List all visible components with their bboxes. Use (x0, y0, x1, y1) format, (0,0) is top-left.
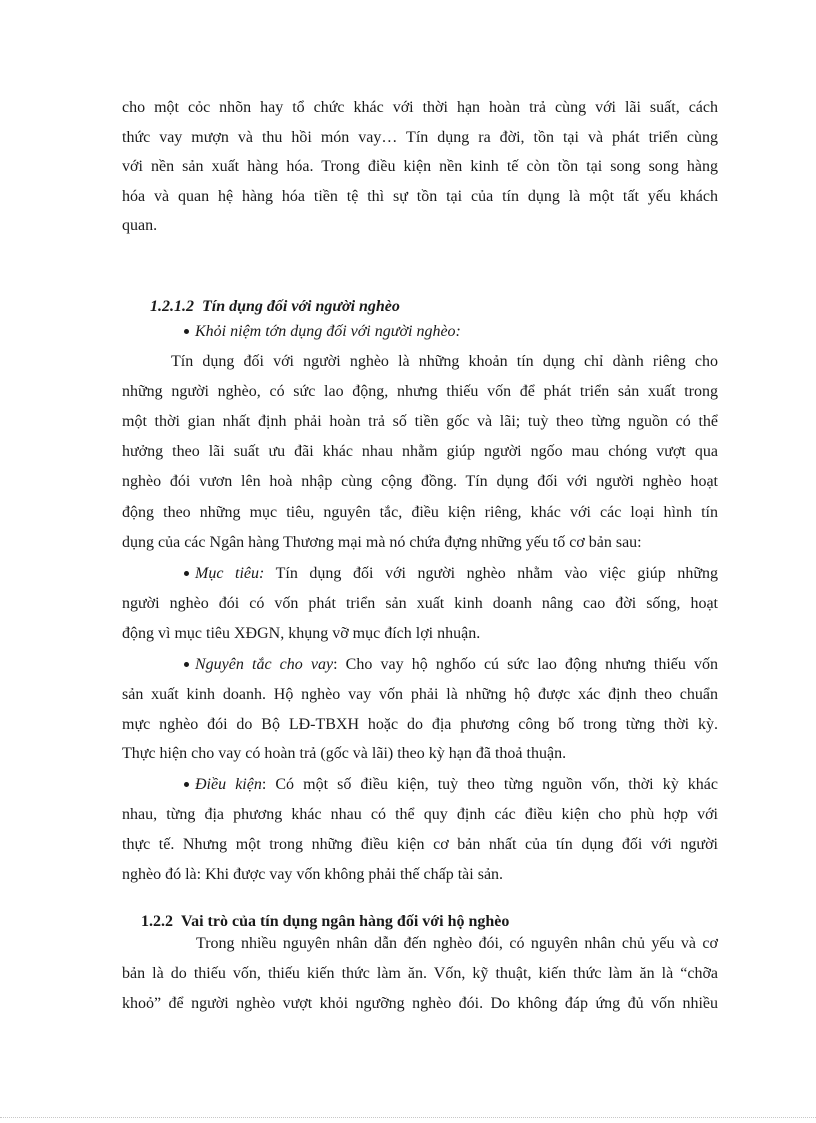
paragraph-line: nhau, từng địa phương khác nhau có thể quy định các điều kiện cho phù hợp với (122, 806, 718, 823)
principle-text: : Cho vay hộ nghốo cú sức lao động nhưng thiếu vốn (333, 656, 719, 673)
bullet-icon (184, 662, 189, 667)
section-number: 1.2.2 (141, 913, 173, 930)
paragraph-line: động vì mục tiêu XĐGN, khụng vỡ mục đích lợi nhuận. (122, 625, 481, 642)
paragraph-line: nghèo đói vươn lên hoà nhập cùng cộng đồng. Tín dụng đối với người nghèo hoạt (122, 473, 718, 490)
paragraph-line: hóa và quan hệ hàng hóa tiền tệ thì sự tồn tại của tín dụng là một tất yếu khách (122, 188, 718, 205)
paragraph-line: khoỏ” để người nghèo vượt khỏi ngưỡng nghèo đói. Do không đáp ứng đủ vốn nhiều (122, 995, 718, 1012)
goal-text: Tín dụng đối với người nghèo nhằm vào việc giúp những (275, 565, 719, 582)
goal-bullet (184, 564, 718, 584)
paragraph-line: Thực hiện cho vay có hoàn trả (gốc và lãi) theo kỳ hạn đã thoả thuận. (122, 745, 567, 762)
bullet-icon (184, 329, 189, 334)
paragraph-line: dụng của các Ngân hàng Thương mại mà nó chứa đựng những yếu tố cơ bản sau: (122, 534, 642, 551)
paragraph-line: thực tế. Nhưng một trong những điều kiện cơ bản nhất của tín dụng đối với người (122, 836, 718, 853)
page-bottom-border (0, 1117, 816, 1118)
principle-label: Nguyên tắc cho vay (195, 656, 334, 673)
section-heading-1-2-2 (141, 912, 509, 932)
goal-label: Mục tiêu: (195, 565, 265, 582)
section-title: Tín dụng đối với người nghèo (202, 298, 400, 315)
paragraph-line: mực nghèo đói do Bộ LĐ-TBXH hoặc do địa phương công bố trong từng thời kỳ. (122, 716, 718, 733)
paragraph-line: Trong nhiều nguyên nhân dẫn đến nghèo đói, có nguyên nhân chủ yếu và cơ (196, 935, 718, 952)
condition-label: Điều kiện (195, 776, 262, 793)
bullet-icon (184, 782, 189, 787)
condition-text: : Có một số điều kiện, tuỳ theo từng nguồn vốn, thời kỳ khác (261, 776, 718, 793)
paragraph-line: hưởng theo lãi suất ưu đãi khác nhau nhằm giúp người ngốo mau chóng vượt qua (122, 443, 718, 460)
paragraph-line: người nghèo đói có vốn phát triển sản xuất kinh doanh nâng cao đời sống, hoạt (122, 595, 718, 612)
condition-bullet (184, 775, 718, 795)
paragraph-line: sản xuất kinh doanh. Hộ nghèo vay vốn phải là những hộ được xác định theo chuẩn (122, 686, 718, 703)
section-number: 1.2.1.2 (150, 298, 194, 315)
section-title: Vai trò của tín dụng ngân hàng đối với hộ nghèo (181, 913, 510, 930)
section-heading-1-2-1-2 (150, 297, 400, 317)
paragraph-line: cho một cỏc nhõn hay tổ chức khác với thời hạn hoàn trả cùng với lãi suất, cách (122, 99, 718, 116)
paragraph-line: thức vay mượn và thu hồi món vay… Tín dụng ra đời, tồn tại và phát triển cùng (122, 129, 718, 146)
paragraph-line: một thời gian nhất định phải hoàn trả số tiền gốc và lãi; tuỳ theo từng nguồn có thể (122, 413, 718, 430)
paragraph-line: Tín dụng đối với người nghèo là những khoản tín dụng chỉ dành riêng cho (171, 353, 718, 370)
paragraph-line: với nền sản xuất hàng hóa. Trong điều kiện nền kinh tế còn tồn tại song song hàng (122, 158, 718, 175)
bullet-icon (184, 571, 189, 576)
concept-bullet (184, 322, 461, 342)
paragraph-line: bản là do thiếu vốn, thiếu kiến thức làm ăn. Vốn, kỹ thuật, kiến thức làm ăn là “chỡa (122, 965, 718, 982)
concept-label: Khỏi niệm tớn dụng đối với người nghèo: (195, 323, 461, 340)
paragraph-line: động theo những mục tiêu, nguyên tắc, điều kiện riêng, khác với các loại hình tín (122, 504, 718, 521)
paragraph-line: những người nghèo, có sức lao động, nhưng thiếu vốn để phát triển sản xuất trong (122, 383, 718, 400)
paragraph-line: quan. (122, 217, 158, 234)
paragraph-line: nghèo đó là: Khi được vay vốn không phải thế chấp tài sản. (122, 866, 504, 883)
principle-bullet (184, 655, 718, 675)
